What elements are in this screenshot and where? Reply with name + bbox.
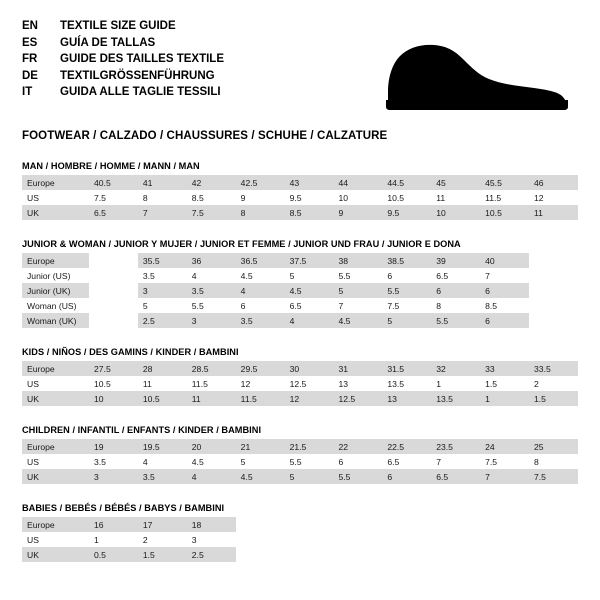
size-cell: 5.5 — [285, 454, 334, 469]
size-cell — [529, 253, 578, 268]
size-cell: 6 — [431, 283, 480, 298]
size-cell: 3 — [89, 469, 138, 484]
table-row — [22, 361, 578, 376]
size-cell: 3.5 — [187, 283, 236, 298]
size-cell: 6.5 — [431, 469, 480, 484]
size-cell: 4 — [236, 283, 285, 298]
size-cell: 7 — [431, 454, 480, 469]
size-cell: 5 — [236, 454, 285, 469]
size-table-group — [22, 503, 578, 562]
size-cell: 0.5 — [89, 547, 138, 562]
size-cell — [480, 517, 529, 532]
size-cell: 11 — [529, 205, 578, 220]
row-label: Europe — [22, 517, 89, 532]
size-cell: 7 — [480, 469, 529, 484]
size-table-group — [22, 239, 578, 328]
size-cell: 19.5 — [138, 439, 187, 454]
size-cell: 28.5 — [187, 361, 236, 376]
size-cell: 17 — [138, 517, 187, 532]
size-cell: 6.5 — [382, 454, 431, 469]
size-cell: 25 — [529, 439, 578, 454]
size-table-title: CHILDREN / INFANTIL / ENFANTS / KINDER / BAMBINI — [22, 425, 262, 435]
language-row — [22, 68, 224, 85]
size-cell: 8 — [236, 205, 285, 220]
row-label: Junior (US) — [22, 268, 89, 283]
row-label: UK — [22, 469, 89, 484]
size-cell — [333, 517, 382, 532]
size-cell — [333, 532, 382, 547]
size-cell: 5.5 — [187, 298, 236, 313]
size-cell: 12.5 — [333, 391, 382, 406]
size-cell: 10.5 — [480, 205, 529, 220]
size-cell — [89, 253, 138, 268]
size-cell: 41 — [138, 175, 187, 190]
size-cell: 11 — [138, 376, 187, 391]
size-cell: 1.5 — [529, 391, 578, 406]
row-label: US — [22, 376, 89, 391]
size-cell: 5.5 — [382, 283, 431, 298]
row-label: Europe — [22, 175, 89, 190]
table-row — [22, 454, 578, 469]
size-cell — [480, 547, 529, 562]
table-row — [22, 313, 578, 328]
row-label: Europe — [22, 253, 89, 268]
size-cell: 6 — [480, 283, 529, 298]
language-code: FR — [22, 53, 38, 65]
table-row — [22, 268, 578, 283]
row-label: Woman (US) — [22, 298, 89, 313]
size-cell: 12 — [285, 391, 334, 406]
size-cell: 4 — [187, 268, 236, 283]
row-label: US — [22, 454, 89, 469]
size-cell: 36.5 — [236, 253, 285, 268]
language-code: DE — [22, 69, 38, 82]
size-cell — [89, 283, 138, 298]
size-cell: 11 — [187, 391, 236, 406]
size-cell — [431, 517, 480, 532]
table-row — [22, 205, 578, 220]
row-label: US — [22, 190, 89, 205]
table-row — [22, 298, 578, 313]
size-cell: 4.5 — [236, 469, 285, 484]
size-cell: 45.5 — [480, 175, 529, 190]
size-cell: 12 — [529, 190, 578, 205]
size-cell: 4.5 — [333, 313, 382, 328]
size-cell: 6.5 — [89, 205, 138, 220]
language-text: GUIDA ALLE TAGLIE TESSILI — [60, 86, 221, 98]
row-label: Europe — [22, 439, 89, 454]
size-cell: 31 — [333, 361, 382, 376]
size-table-title: JUNIOR & WOMAN / JUNIOR Y MUJER / JUNIOR ET FEMME / JUNIOR UND FRAU / JUNIOR E DONA — [22, 239, 461, 249]
size-cell — [382, 532, 431, 547]
size-cell: 20 — [187, 439, 236, 454]
row-label: UK — [22, 205, 89, 220]
table-row — [22, 190, 578, 205]
size-cell: 4 — [187, 469, 236, 484]
size-table-group — [22, 161, 578, 220]
table-row — [22, 376, 578, 391]
table-row — [22, 517, 578, 532]
size-cell: 6.5 — [285, 298, 334, 313]
size-cell: 11.5 — [236, 391, 285, 406]
size-cell: 2 — [529, 376, 578, 391]
size-cell: 19 — [89, 439, 138, 454]
size-cell: 31.5 — [382, 361, 431, 376]
size-cell: 7.5 — [187, 205, 236, 220]
size-cell: 38 — [333, 253, 382, 268]
language-text: TEXTILE SIZE GUIDE — [60, 20, 176, 32]
size-cell — [285, 532, 334, 547]
size-cell — [285, 517, 334, 532]
size-table-group — [22, 425, 578, 484]
language-row — [22, 35, 224, 52]
size-cell: 5 — [333, 283, 382, 298]
size-cell: 43 — [285, 175, 334, 190]
size-cell: 8 — [138, 190, 187, 205]
table-row — [22, 469, 578, 484]
page-header — [22, 18, 578, 114]
size-cell: 3 — [187, 532, 236, 547]
size-cell: 11 — [431, 190, 480, 205]
size-cell: 12 — [236, 376, 285, 391]
size-cell: 44.5 — [382, 175, 431, 190]
row-label: Junior (UK) — [22, 283, 89, 298]
size-cell: 1 — [89, 532, 138, 547]
language-list — [22, 18, 224, 101]
size-cell: 40 — [480, 253, 529, 268]
page-title: FOOTWEAR / CALZADO / CHAUSSURES / SCHUHE / CALZATURE — [22, 130, 388, 142]
size-cell — [529, 268, 578, 283]
table-row — [22, 175, 578, 190]
size-cell: 2.5 — [187, 547, 236, 562]
size-cell: 6 — [382, 268, 431, 283]
size-table — [22, 253, 578, 328]
size-cell: 5 — [285, 469, 334, 484]
size-cell: 3.5 — [138, 268, 187, 283]
size-cell: 7.5 — [382, 298, 431, 313]
size-cell: 4 — [285, 313, 334, 328]
size-cell: 8.5 — [480, 298, 529, 313]
size-cell — [236, 517, 285, 532]
size-cell: 1.5 — [138, 547, 187, 562]
size-table-group — [22, 347, 578, 406]
row-label: Woman (UK) — [22, 313, 89, 328]
size-cell: 18 — [187, 517, 236, 532]
row-label: UK — [22, 391, 89, 406]
size-cell: 28 — [138, 361, 187, 376]
size-table-title: MAN / HOMBRE / HOMME / MANN / MAN — [22, 161, 200, 171]
size-cell: 35.5 — [138, 253, 187, 268]
size-cell: 10 — [89, 391, 138, 406]
size-cell — [285, 547, 334, 562]
size-cell: 9.5 — [382, 205, 431, 220]
language-code: EN — [22, 20, 38, 32]
size-cell: 13.5 — [431, 391, 480, 406]
size-cell: 4 — [138, 454, 187, 469]
language-row — [22, 84, 224, 101]
size-cell: 45 — [431, 175, 480, 190]
size-cell: 33.5 — [529, 361, 578, 376]
size-cell: 24 — [480, 439, 529, 454]
size-cell: 10.5 — [138, 391, 187, 406]
size-cell — [529, 313, 578, 328]
size-cell: 44 — [333, 175, 382, 190]
language-text: GUIDE DES TAILLES TEXTILE — [60, 53, 224, 65]
language-row — [22, 18, 224, 35]
size-cell: 7 — [333, 298, 382, 313]
size-cell — [529, 298, 578, 313]
language-text: GUÍA DE TALLAS — [60, 36, 156, 49]
size-cell: 7.5 — [89, 190, 138, 205]
size-cell: 10 — [333, 190, 382, 205]
size-cell: 27.5 — [89, 361, 138, 376]
dress-shoe-icon — [382, 34, 572, 114]
size-cell: 38.5 — [382, 253, 431, 268]
size-cell: 6 — [236, 298, 285, 313]
size-cell: 3.5 — [89, 454, 138, 469]
size-table — [22, 175, 578, 220]
size-cell: 2 — [138, 532, 187, 547]
size-cell: 8.5 — [285, 205, 334, 220]
size-cell: 9 — [236, 190, 285, 205]
size-cell: 29.5 — [236, 361, 285, 376]
size-cell: 1 — [431, 376, 480, 391]
row-label: UK — [22, 547, 89, 562]
size-cell: 5.5 — [333, 469, 382, 484]
size-cell — [431, 547, 480, 562]
size-cell — [236, 547, 285, 562]
size-cell — [333, 547, 382, 562]
size-cell: 32 — [431, 361, 480, 376]
size-cell: 21 — [236, 439, 285, 454]
language-code: IT — [22, 86, 33, 98]
size-cell — [529, 517, 578, 532]
size-table-title: BABIES / BEBÉS / BÉBÉS / BABYS / BAMBINI — [22, 503, 225, 513]
size-cell: 36 — [187, 253, 236, 268]
size-cell: 5 — [285, 268, 334, 283]
size-table — [22, 361, 578, 406]
size-table — [22, 439, 578, 484]
row-label: US — [22, 532, 89, 547]
size-cell — [529, 283, 578, 298]
size-cell: 5 — [382, 313, 431, 328]
size-cell: 46 — [529, 175, 578, 190]
size-cell: 7 — [138, 205, 187, 220]
table-row — [22, 532, 578, 547]
size-cell: 4.5 — [285, 283, 334, 298]
size-cell — [89, 298, 138, 313]
size-cell: 3 — [187, 313, 236, 328]
row-label: Europe — [22, 361, 89, 376]
size-cell: 8 — [431, 298, 480, 313]
size-cell: 22 — [333, 439, 382, 454]
language-code: ES — [22, 36, 38, 49]
size-cell: 16 — [89, 517, 138, 532]
size-cell: 30 — [285, 361, 334, 376]
size-cell: 7 — [480, 268, 529, 283]
size-cell: 3 — [138, 283, 187, 298]
size-cell: 23.5 — [431, 439, 480, 454]
size-cell: 6.5 — [431, 268, 480, 283]
size-cell: 33 — [480, 361, 529, 376]
size-cell: 6 — [480, 313, 529, 328]
size-cell: 3.5 — [138, 469, 187, 484]
table-row — [22, 391, 578, 406]
size-cell: 7.5 — [480, 454, 529, 469]
size-cell: 8.5 — [187, 190, 236, 205]
size-cell: 7.5 — [529, 469, 578, 484]
table-row — [22, 253, 578, 268]
table-row — [22, 547, 578, 562]
size-cell: 37.5 — [285, 253, 334, 268]
size-cell: 11.5 — [187, 376, 236, 391]
size-cell — [431, 532, 480, 547]
size-cell: 1 — [480, 391, 529, 406]
size-cell — [529, 532, 578, 547]
language-row — [22, 51, 224, 68]
size-cell: 22.5 — [382, 439, 431, 454]
table-row — [22, 283, 578, 298]
size-cell: 10.5 — [89, 376, 138, 391]
size-cell: 3.5 — [236, 313, 285, 328]
size-cell: 42 — [187, 175, 236, 190]
size-cell — [480, 532, 529, 547]
size-cell: 4.5 — [236, 268, 285, 283]
size-cell: 13 — [382, 391, 431, 406]
size-cell — [382, 547, 431, 562]
size-cell — [529, 547, 578, 562]
size-cell: 5 — [138, 298, 187, 313]
size-cell: 13.5 — [382, 376, 431, 391]
size-cell: 10.5 — [382, 190, 431, 205]
size-table-title: KIDS / NIÑOS / DES GAMINS / KINDER / BAMBINI — [22, 347, 239, 357]
size-cell: 6 — [382, 469, 431, 484]
size-table — [22, 517, 578, 562]
size-cell: 8 — [529, 454, 578, 469]
size-cell — [89, 313, 138, 328]
size-cell: 5.5 — [333, 268, 382, 283]
size-cell: 9.5 — [285, 190, 334, 205]
size-cell: 1.5 — [480, 376, 529, 391]
size-cell: 39 — [431, 253, 480, 268]
size-cell: 9 — [333, 205, 382, 220]
size-cell — [382, 517, 431, 532]
size-cell: 12.5 — [285, 376, 334, 391]
size-cell: 5.5 — [431, 313, 480, 328]
size-cell — [236, 532, 285, 547]
size-cell: 21.5 — [285, 439, 334, 454]
size-cell: 13 — [333, 376, 382, 391]
size-cell — [89, 268, 138, 283]
size-tables — [22, 161, 578, 562]
size-cell: 42.5 — [236, 175, 285, 190]
language-text: TEXTILGRÖSSENFÜHRUNG — [60, 69, 215, 82]
table-row — [22, 439, 578, 454]
size-cell: 2.5 — [138, 313, 187, 328]
size-cell: 11.5 — [480, 190, 529, 205]
size-cell: 6 — [333, 454, 382, 469]
size-cell: 10 — [431, 205, 480, 220]
size-cell: 40.5 — [89, 175, 138, 190]
size-cell: 4.5 — [187, 454, 236, 469]
